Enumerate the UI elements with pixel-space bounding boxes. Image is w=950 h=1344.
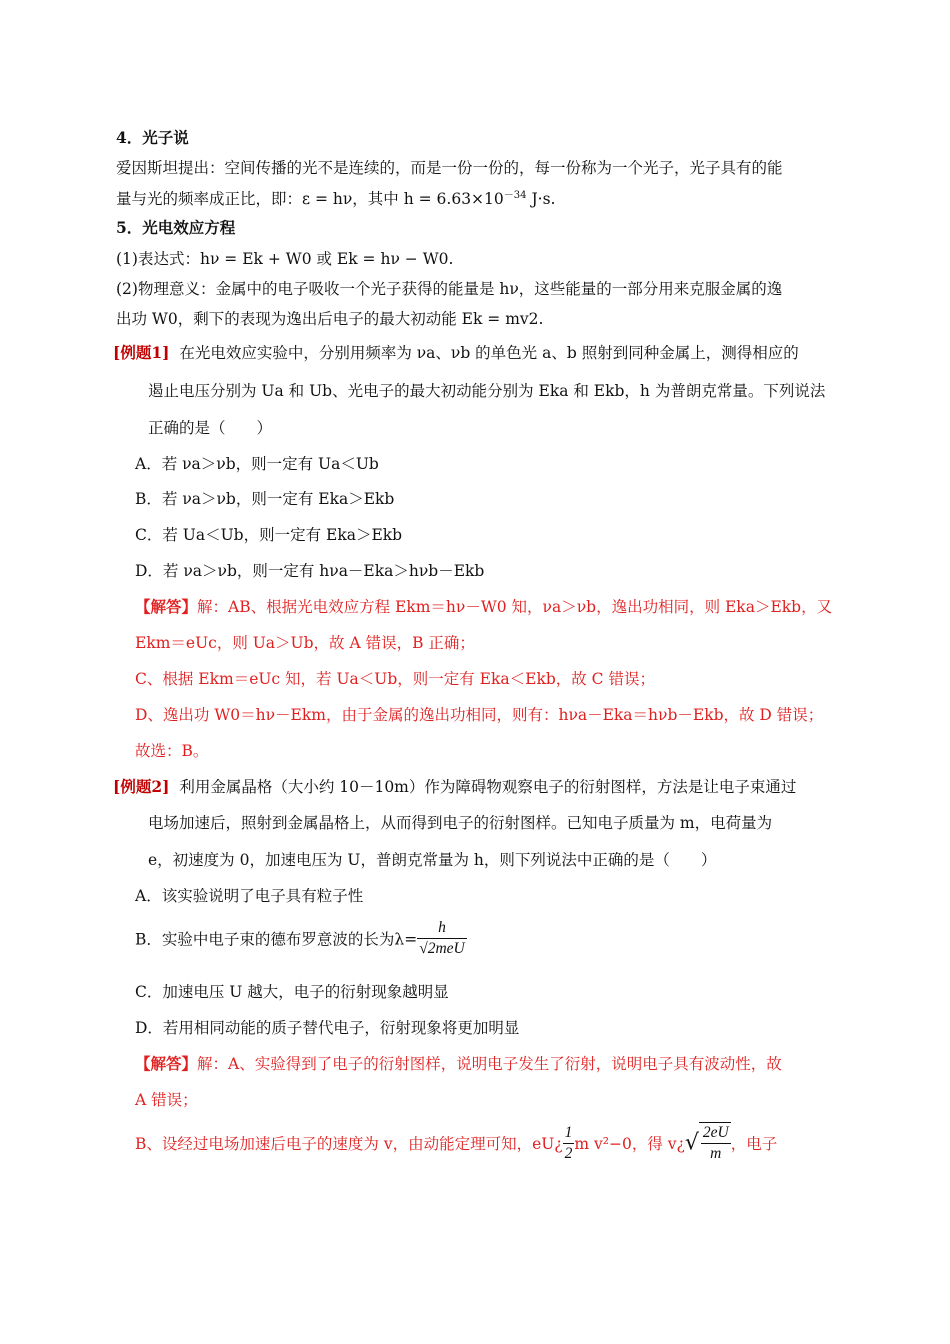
root-numerator: 2eU <box>701 1123 731 1144</box>
example-2-a3a: B、设经过电场加速后电子的速度为 v，由动能定理可知，eU¿ <box>135 1135 563 1153</box>
example-2-option-c: C．加速电压 U 越大，电子的衍射现象越明显 <box>135 983 449 1001</box>
planck-exponent: －34 <box>503 190 527 201</box>
photon-energy-eq: ε = hν <box>302 190 353 209</box>
example-2-q1: 利用金属晶格（大小约 10－10m）作为障碍物观察电子的衍射图样，方法是让电子束通过 <box>179 778 797 796</box>
example-2-a3b: m v²−0，得 v¿ <box>574 1135 685 1153</box>
photoelectric-equation: hν = Ek + W0 或 Ek = hν − W0. <box>199 250 454 268</box>
sqrt-sign: √ <box>684 1130 699 1156</box>
example-1-option-b: B．若 νa＞νb，则一定有 Eka＞Ekb <box>135 490 395 508</box>
option-b-text: B．实验中电子束的德布罗意波的长为λ= <box>135 930 418 949</box>
example-1-tag: [例题1] <box>113 343 170 362</box>
section-5-heading: 5．光电效应方程 <box>116 218 236 237</box>
section-4-text-line1: 爱因斯坦提出：空间传播的光不是连续的，而是一份一份的，每一份称为一个光子，光子具有的能 <box>116 159 783 177</box>
example-1-question-line2: 遏止电压分别为 Ua 和 Ub、光电子的最大初动能分别为 Eka 和 Ekb，h 为普朗克常量。下列说法 <box>148 382 826 400</box>
example-2-a1: 解：A、实验得到了电子的衍射图样，说明电子发生了衍射，说明电子具有波动性，故 <box>197 1055 782 1073</box>
de-broglie-fraction <box>417 918 467 959</box>
example-2-question-line2: 电场加速后，照射到金属晶格上，从而得到电子的衍射图样。已知电子质量为 m，电荷量为 <box>148 814 773 832</box>
section-5-expression <box>116 247 453 269</box>
expr-label: (1)表达式： <box>116 250 200 268</box>
example-2-option-d: D．若用相同动能的质子替代电子，衍射现象将更加明显 <box>135 1019 520 1037</box>
example-2-tag: [例题2] <box>113 777 170 796</box>
example-1-q1: 在光电效应实验中，分别用频率为 νa、νb 的单色光 a、b 照射到同种金属上，测得相应的 <box>179 344 799 362</box>
fraction-numerator: h <box>417 918 467 939</box>
example-1-answer-tag: 【解答】 <box>135 597 198 616</box>
example-2-question-line3: e，初速度为 0，加速电压为 U，普朗克常量为 h，则下列说法中正确的是（ ） <box>148 851 717 869</box>
example-2-question-line1 <box>113 775 796 797</box>
section-5-meaning-line1: (2)物理意义：金属中的电子吸收一个光子获得的能量是 hν，这些能量的一部分用来克服金属的逸 <box>116 280 783 298</box>
root-denominator: m <box>710 1145 722 1162</box>
velocity-root-fraction <box>699 1122 731 1164</box>
example-1-answer-line4: D、逸出功 W0＝hν－Ekm，由于金属的逸出功相同，则有：hνa－Eka＝hνb－Ekb，故 D 错误； <box>135 706 824 724</box>
example-1-option-c: C．若 Ua＜Ub，则一定有 Eka＞Ekb <box>135 526 403 544</box>
example-2-answer-line3 <box>135 1122 777 1164</box>
example-2-option-b <box>135 918 467 959</box>
example-1-answer-line1 <box>135 595 832 617</box>
example-1-answer-line2: Ekm＝eUc，则 Ua＞Ub，故 A 错误，B 正确； <box>135 634 475 652</box>
example-2-answer-line1 <box>135 1052 782 1074</box>
example-1-answer-line5: 故选：B。 <box>135 742 209 760</box>
example-1-question-line3: 正确的是（ ） <box>148 419 273 437</box>
example-2-answer-line2: A 错误； <box>135 1091 198 1109</box>
planck-constant: ，其中 h = 6.63×10 <box>352 190 504 209</box>
planck-unit: J·s. <box>526 190 556 209</box>
example-2-answer-tag: 【解答】 <box>135 1054 198 1073</box>
one-half-fraction <box>563 1123 575 1164</box>
half-numerator: 1 <box>563 1123 575 1144</box>
half-denominator: 2 <box>564 1144 573 1162</box>
example-1-a1: 解：AB、根据光电效应方程 Ekm＝hν－W0 知，νa＞νb，逸出功相同，则 Eka＞Ekb，又 <box>197 598 833 616</box>
section-4-text-a: 量与光的频率成正比，即： <box>116 190 303 209</box>
fraction-denominator: √2meU <box>419 940 465 957</box>
example-1-question-line1 <box>113 341 799 363</box>
example-1-option-a: A．若 νa＞νb，则一定有 Ua＜Ub <box>135 455 379 473</box>
section-4-heading: 4．光子说 <box>116 128 189 147</box>
section-5-meaning-line2: 出功 W0，剩下的表现为逸出后电子的最大初动能 Ek = mv2. <box>116 310 544 328</box>
example-1-option-d: D．若 νa＞νb，则一定有 hνa－Eka＞hνb－Ekb <box>135 562 485 580</box>
example-2-option-a: A．该实验说明了电子具有粒子性 <box>135 887 364 905</box>
section-4-text-line2 <box>116 186 555 209</box>
example-1-answer-line3: C、根据 Ekm＝eUc 知，若 Ua＜Ub，则一定有 Eka＜Ekb，故 C 错误； <box>135 670 655 688</box>
example-2-a3c: ，电子 <box>730 1135 778 1153</box>
